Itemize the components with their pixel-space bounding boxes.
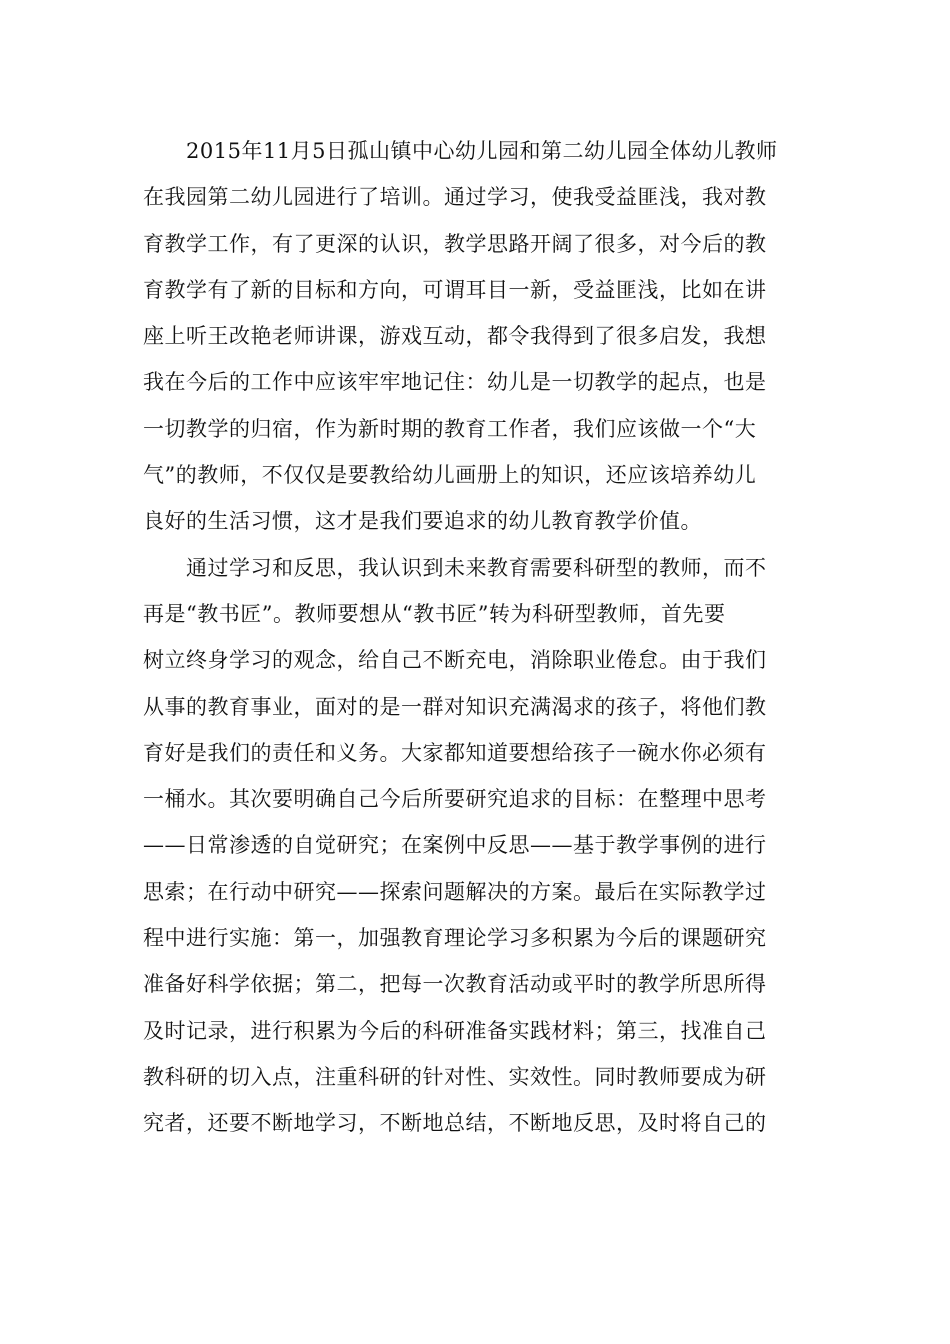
paragraph-line: 通过学习和反思，我认识到未来教育需要科研型的教师，而不 <box>186 555 767 580</box>
paragraph-line: 2015年11月5日孤山镇中心幼儿园和第二幼儿园全体幼儿教师 <box>186 139 778 163</box>
paragraph-line: 从事的教育事业，面对的是一群对知识充满渴求的孩子，将他们教 <box>143 694 767 719</box>
paragraph-line: 一桶水。其次要明确自己今后所要研究追求的目标：在整理中思考 <box>143 787 767 812</box>
paragraph-line: 我在今后的工作中应该牢牢地记住：幼儿是一切教学的起点，也是 <box>143 370 767 395</box>
paragraph-line: 一切教学的归宿，作为新时期的教育工作者，我们应该做一个“大 <box>143 416 757 441</box>
paragraph-line: 准备好科学依据；第二，把每一次教育活动或平时的教学所思所得 <box>143 972 767 997</box>
paragraph-1 <box>143 128 797 545</box>
paragraph-line: 育教学有了新的目标和方向，可谓耳目一新，受益匪浅，比如在讲 <box>143 277 767 302</box>
paragraph-line: 育好是我们的责任和义务。大家都知道要想给孩子一碗水你必须有 <box>143 740 767 765</box>
paragraph-line: 育教学工作，有了更深的认识，教学思路开阔了很多，对今后的教 <box>143 231 767 256</box>
paragraph-line: 座上听王改艳老师讲课，游戏互动，都令我得到了很多启发，我想 <box>143 324 767 349</box>
document-body <box>143 128 797 1147</box>
paragraph-line: 良好的生活习惯，这才是我们要追求的幼儿教育教学价值。 <box>143 509 702 534</box>
paragraph-line: ——日常渗透的自觉研究；在案例中反思——基于教学事例的进行 <box>143 833 767 858</box>
paragraph-line: 究者，还要不断地学习，不断地总结，不断地反思，及时将自己的 <box>143 1111 767 1136</box>
paragraph-2 <box>143 545 797 1147</box>
paragraph-line: 气”的教师，不仅仅是要教给幼儿画册上的知识，还应该培养幼儿 <box>143 463 757 488</box>
paragraph-line: 树立终身学习的观念，给自己不断充电，消除职业倦怠。由于我们 <box>143 648 767 673</box>
paragraph-line: 思索；在行动中研究——探索问题解决的方案。最后在实际教学过 <box>143 879 767 904</box>
paragraph-line: 及时记录，进行积累为今后的科研准备实践材料；第三，找准自己 <box>143 1018 767 1043</box>
paragraph-line: 再是“教书匠”。教师要想从“教书匠”转为科研型教师，首先要 <box>143 601 726 626</box>
paragraph-line: 教科研的切入点，注重科研的针对性、实效性。同时教师要成为研 <box>143 1064 767 1089</box>
paragraph-line: 程中进行实施：第一，加强教育理论学习多积累为今后的课题研究 <box>143 926 767 951</box>
paragraph-line: 在我园第二幼儿园进行了培训。通过学习，使我受益匪浅，我对教 <box>143 185 767 210</box>
